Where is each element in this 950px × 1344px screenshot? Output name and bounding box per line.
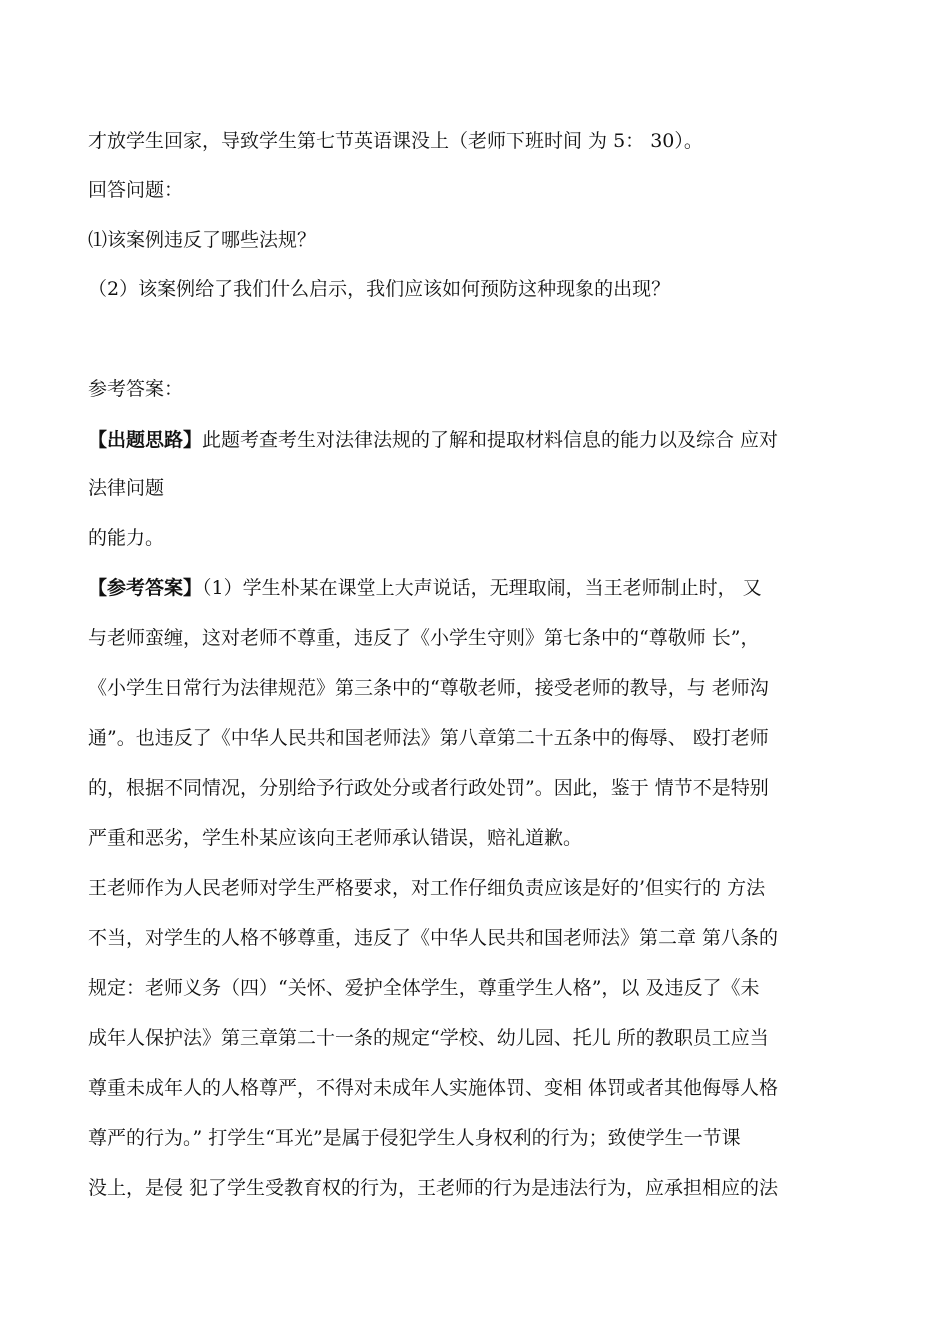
answer-line-5: 的，根据不同情况，分别给予行政处分或者行政处罚”。因此，鉴于 情节不是特别 bbox=[88, 777, 769, 799]
answer-text: （1）学生朴某在课堂上大声说话，无理取闹，当王老师制止时， 又 bbox=[202, 577, 762, 599]
paragraph-line-2: 不当，对学生的人格不够尊重，违反了《中华人民共和国老师法》第二章 第八条的 bbox=[88, 927, 779, 949]
answer-line-4: 通”。也违反了《中华人民共和国老师法》第八章第二十五条中的侮辱、 殴打老师 bbox=[88, 727, 769, 749]
question-2: （2）该案例给了我们什么启示，我们应该如何预防这种现象的出现？ bbox=[88, 278, 671, 300]
reference-answer-label: 参考答案： bbox=[88, 378, 184, 400]
answer-heading: 【参考答案】 bbox=[88, 577, 203, 599]
question-1: ⑴该案例违反了哪些法规？ bbox=[88, 229, 317, 251]
text-line-1: 才放学生回家，导致学生第七节英语课没上（老师下班时间 为 5： 30）。 bbox=[88, 130, 703, 152]
answer-line-2: 与老师蛮缠，这对老师不尊重，违反了《小学生守则》第七条中的“尊敬师 长”， bbox=[88, 627, 760, 649]
paragraph-line-1: 王老师作为人民老师对学生严格要求，对工作仔细负责应该是好的’但实行的 方法 bbox=[88, 877, 766, 899]
answer-line-6: 严重和恶劣，学生朴某应该向王老师承认错误，赔礼道歉。 bbox=[88, 827, 583, 849]
answer-line-1 bbox=[88, 576, 878, 600]
thinking-text: 此题考查考生对法律法规的了解和提取材料信息的能力以及综合 应对 bbox=[202, 429, 779, 451]
text-line-questions: 回答问题： bbox=[88, 179, 184, 201]
thinking-line-2: 法律问题 bbox=[88, 477, 165, 499]
paragraph-line-5: 尊重未成年人的人格尊严，不得对未成年人实施体罚、变相 体罚或者其他侮辱人格 bbox=[88, 1077, 779, 1099]
answer-line-3: 《小学生日常行为法律规范》第三条中的“尊敬老师，接受老师的教导，与 老师沟 bbox=[88, 677, 769, 699]
paragraph-line-6: 尊严的行为。” 打学生“耳光”是属于侵犯学生人身权利的行为；致使学生一节课 bbox=[88, 1127, 741, 1149]
paragraph-line-7: 没上，是侵 犯了学生受教育权的行为，王老师的行为是违法行为，应承担相应的法 bbox=[88, 1177, 779, 1199]
thinking-line-1 bbox=[88, 428, 878, 452]
thinking-line-3: 的能力。 bbox=[88, 527, 165, 549]
paragraph-line-3: 规定：老师义务（四）“关怀、爱护全体学生，尊重学生人格”，以 及违反了《未 bbox=[88, 977, 760, 999]
thinking-heading: 【出题思路】 bbox=[88, 429, 203, 451]
paragraph-line-4: 成年人保护法》第三章第二十一条的规定“学校、幼儿园、托儿 所的教职员工应当 bbox=[88, 1027, 769, 1049]
